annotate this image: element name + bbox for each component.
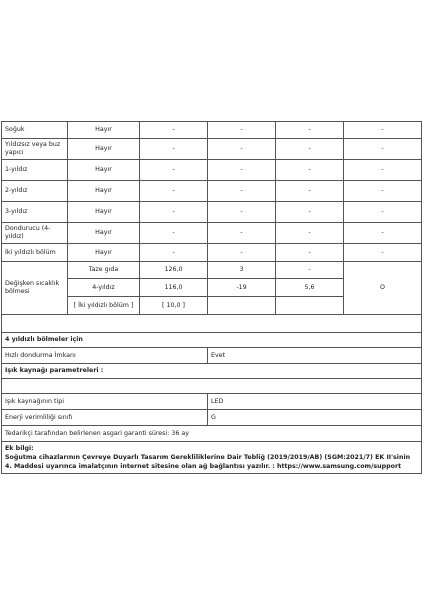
spec-sheet bbox=[0, 121, 424, 474]
table-cell: 3 bbox=[208, 262, 276, 279]
light-type-label: Işık kaynağının tipi bbox=[2, 394, 208, 410]
table-cell: - bbox=[276, 244, 344, 262]
spec-table bbox=[1, 121, 422, 474]
compartment-applicable: Hayır bbox=[68, 122, 140, 139]
table-cell: - bbox=[140, 139, 208, 160]
table-cell: - bbox=[208, 244, 276, 262]
energy-class-value: G bbox=[208, 410, 422, 426]
spacer-row bbox=[2, 379, 422, 394]
table-row bbox=[2, 181, 422, 202]
table-cell: - bbox=[140, 202, 208, 223]
empty-cell bbox=[2, 379, 422, 394]
warranty-text: Tedarikçi tarafından belirlenen asgari garanti süresi: 36 ay bbox=[2, 426, 422, 442]
compartment-applicable: Hayır bbox=[68, 202, 140, 223]
variable-compartment-label: Değişken sıcaklık bölmesi bbox=[2, 262, 68, 315]
table-cell: - bbox=[208, 139, 276, 160]
table-row bbox=[2, 348, 422, 364]
compartment-applicable: Hayır bbox=[68, 139, 140, 160]
table-cell: - bbox=[208, 202, 276, 223]
table-row bbox=[2, 244, 422, 262]
variable-merged-cell: O bbox=[344, 262, 422, 315]
table-cell: - bbox=[140, 223, 208, 244]
compartment-label: İki yıldızlı bölüm bbox=[2, 244, 68, 262]
table-cell: - bbox=[344, 202, 422, 223]
table-row bbox=[2, 333, 422, 348]
table-row bbox=[2, 122, 422, 139]
table-row bbox=[2, 160, 422, 181]
table-row bbox=[2, 139, 422, 160]
variable-sub-label: Taze gıda bbox=[68, 262, 140, 279]
table-cell: - bbox=[140, 244, 208, 262]
table-cell: - bbox=[208, 122, 276, 139]
table-cell: - bbox=[276, 160, 344, 181]
table-cell: - bbox=[344, 223, 422, 244]
table-cell: 126,0 bbox=[140, 262, 208, 279]
compartment-label: Yıldızsız veya buz yapıcı bbox=[2, 139, 68, 160]
table-cell: -19 bbox=[208, 279, 276, 297]
table-cell: - bbox=[276, 122, 344, 139]
energy-class-label: Enerji verimliliği sınıfı bbox=[2, 410, 208, 426]
table-cell: - bbox=[140, 122, 208, 139]
table-cell: - bbox=[208, 160, 276, 181]
table-cell: - bbox=[140, 160, 208, 181]
table-cell: - bbox=[208, 223, 276, 244]
empty-cell bbox=[2, 315, 422, 333]
compartment-applicable: Hayır bbox=[68, 244, 140, 262]
spacer-row bbox=[2, 315, 422, 333]
variable-sub-label: 4-yıldız bbox=[68, 279, 140, 297]
extra-info-cell bbox=[2, 442, 422, 474]
extra-info-title: Ek bilgi: bbox=[5, 445, 34, 452]
table-cell: - bbox=[344, 181, 422, 202]
table-row bbox=[2, 394, 422, 410]
table-cell: 116,0 bbox=[140, 279, 208, 297]
four-star-heading: 4 yıldızlı bölmeler için bbox=[2, 333, 422, 348]
table-cell: 5,6 bbox=[276, 279, 344, 297]
table-cell bbox=[276, 297, 344, 315]
table-cell: - bbox=[208, 181, 276, 202]
compartment-label: 1-yıldız bbox=[2, 160, 68, 181]
table-cell: - bbox=[276, 262, 344, 279]
compartment-applicable: Hayır bbox=[68, 181, 140, 202]
compartment-applicable: Hayır bbox=[68, 160, 140, 181]
compartment-label: 3-yıldız bbox=[2, 202, 68, 223]
compartment-applicable: Hayır bbox=[68, 223, 140, 244]
compartment-label: 2-yıldız bbox=[2, 181, 68, 202]
table-row bbox=[2, 262, 422, 279]
variable-sub-label: [ İki yıldızlı bölüm ] bbox=[68, 297, 140, 315]
table-cell: - bbox=[276, 202, 344, 223]
table-cell: [ 10,0 ] bbox=[140, 297, 208, 315]
light-heading: Işık kaynağı parametreleri : bbox=[2, 364, 422, 379]
table-cell: - bbox=[276, 139, 344, 160]
table-row bbox=[2, 364, 422, 379]
table-row bbox=[2, 442, 422, 474]
table-cell: - bbox=[344, 139, 422, 160]
table-row bbox=[2, 426, 422, 442]
fast-freeze-value: Evet bbox=[208, 348, 422, 364]
table-cell: - bbox=[344, 244, 422, 262]
table-cell bbox=[208, 297, 276, 315]
table-cell: - bbox=[276, 223, 344, 244]
extra-info-text: Soğutma cihazlarının Çevreye Duyarlı Tasarım Gerekliliklerine Dair Tebliğ (2019/2019/AB) (SGM:2021/7) EK II'sinin 4. Maddesi uyarınca imalatçının internet sitesine olan ağ bağlantısı yazılır. : https://www.samsung.com/support bbox=[5, 454, 411, 470]
fast-freeze-label: Hızlı dondurma İmkanı bbox=[2, 348, 208, 364]
table-row bbox=[2, 202, 422, 223]
compartment-label: Dondurucu (4-yıldız) bbox=[2, 223, 68, 244]
table-row bbox=[2, 223, 422, 244]
light-type-value: LED bbox=[208, 394, 422, 410]
table-cell: - bbox=[344, 160, 422, 181]
compartment-label: Soğuk bbox=[2, 122, 68, 139]
table-cell: - bbox=[140, 181, 208, 202]
table-row bbox=[2, 410, 422, 426]
table-cell: - bbox=[276, 181, 344, 202]
table-cell: - bbox=[344, 122, 422, 139]
